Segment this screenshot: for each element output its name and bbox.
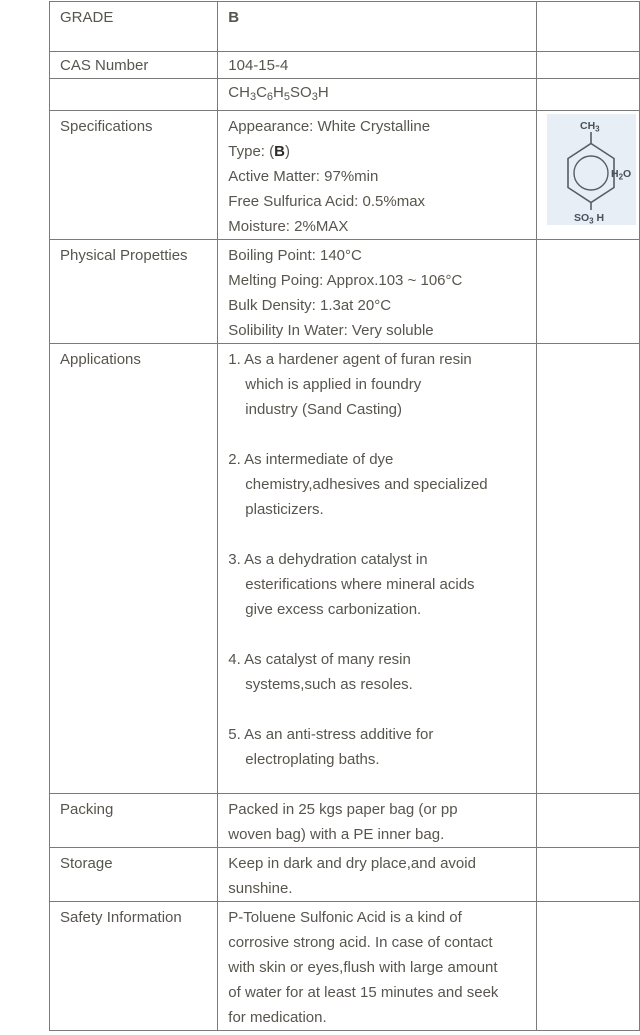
text-line: with skin or eyes,flush with large amount — [228, 959, 498, 976]
row-applications — [50, 344, 640, 794]
physical-empty-cell — [536, 240, 639, 344]
row-cas-number — [50, 52, 640, 79]
storage-value — [218, 848, 537, 902]
text-line: Solibility In Water: Very soluble — [228, 322, 434, 339]
row-formula — [50, 79, 640, 111]
text-line: 3. As a dehydration catalyst in — [228, 551, 428, 568]
text-line: Melting Poing: Approx.103 ~ 106°C — [228, 272, 463, 289]
grade-value: B — [218, 2, 537, 52]
safety-empty-cell — [536, 902, 639, 1031]
text-line: 4. As catalyst of many resin — [228, 651, 411, 668]
applications-value — [218, 344, 537, 794]
product-spec-table — [49, 1, 640, 1031]
text-line: Free Sulfurica Acid: 0.5%max — [228, 193, 426, 210]
text-line: Moisture: 2%MAX — [228, 218, 349, 235]
safety-label: Safety Information — [50, 902, 218, 1031]
text-line: Boiling Point: 140°C — [228, 247, 362, 264]
chemical-structure-image — [547, 114, 636, 225]
text-line — [228, 522, 530, 547]
text-line — [228, 622, 530, 647]
text-line: Keep in dark and dry place,and avoid — [228, 855, 476, 872]
applications-label: Applications — [50, 344, 218, 794]
text-line: corrosive strong acid. In case of contact — [228, 934, 493, 951]
packing-value — [218, 794, 537, 848]
text-line: systems,such as resoles. — [245, 676, 413, 693]
text-line: which is applied in foundry — [245, 376, 422, 393]
text-line: Type: (B) — [228, 143, 290, 160]
physical-value — [218, 240, 537, 344]
chemical-formula — [218, 79, 537, 111]
text-line: woven bag) with a PE inner bag. — [228, 826, 445, 843]
row-storage — [50, 848, 640, 902]
text-line — [228, 697, 530, 722]
specifications-label: Specifications — [50, 111, 218, 240]
water-label: $H_2O$ — [610, 168, 632, 182]
text-line: sunshine. — [228, 880, 293, 897]
row-packing — [50, 794, 640, 848]
text-line: for medication. — [228, 1009, 327, 1026]
benzene-ring-diagram — [547, 114, 636, 225]
structure-cell — [536, 111, 639, 240]
text-line: esterifications where mineral acids — [245, 576, 475, 593]
methyl-group-label: $CH_3$ — [579, 120, 600, 134]
formula-empty-label — [50, 79, 218, 111]
formula-empty-cell — [536, 79, 639, 111]
text-line: plasticizers. — [245, 501, 324, 518]
cas-empty-cell — [536, 52, 639, 79]
row-safety-information — [50, 902, 640, 1031]
text-line: 1. As a hardener agent of furan resin — [228, 351, 472, 368]
specifications-value — [218, 111, 537, 240]
text-line: electroplating baths. — [245, 751, 380, 768]
row-specifications — [50, 111, 640, 240]
text-line: give excess carbonization. — [245, 601, 422, 618]
applications-empty-cell — [536, 344, 639, 794]
text-line: P-Toluene Sulfonic Acid is a kind of — [228, 909, 462, 926]
text-line — [228, 422, 530, 447]
row-physical-properties — [50, 240, 640, 344]
text-line: 5. As an anti-stress additive for — [228, 726, 434, 743]
cas-value: 104-15-4 — [218, 52, 537, 79]
text-line: Packed in 25 kgs paper bag (or pp — [228, 801, 458, 818]
text-line: industry (Sand Casting) — [245, 401, 403, 418]
text-line: chemistry,adhesives and specialized — [245, 476, 488, 493]
physical-label: Physical Propetties — [50, 240, 218, 344]
text-line: 2. As intermediate of dye — [228, 451, 394, 468]
sulfo-group-label: $SO_3$ H — [573, 212, 604, 225]
row-grade — [50, 2, 640, 52]
grade-label: GRADE — [50, 2, 218, 52]
text-line: Appearance: White Crystalline — [228, 118, 431, 135]
text-line: of water for at least 15 minutes and seek — [228, 984, 499, 1001]
storage-label: Storage — [50, 848, 218, 902]
packing-empty-cell — [536, 794, 639, 848]
text-line: Bulk Density: 1.3at 20°C — [228, 297, 392, 314]
storage-empty-cell — [536, 848, 639, 902]
text-line: Active Matter: 97%min — [228, 168, 379, 185]
cas-label: CAS Number — [50, 52, 218, 79]
safety-value — [218, 902, 537, 1031]
text-line: $CH_3C_6H_5SO_3H$ — [228, 84, 329, 103]
grade-empty-cell — [536, 2, 639, 52]
packing-label: Packing — [50, 794, 218, 848]
